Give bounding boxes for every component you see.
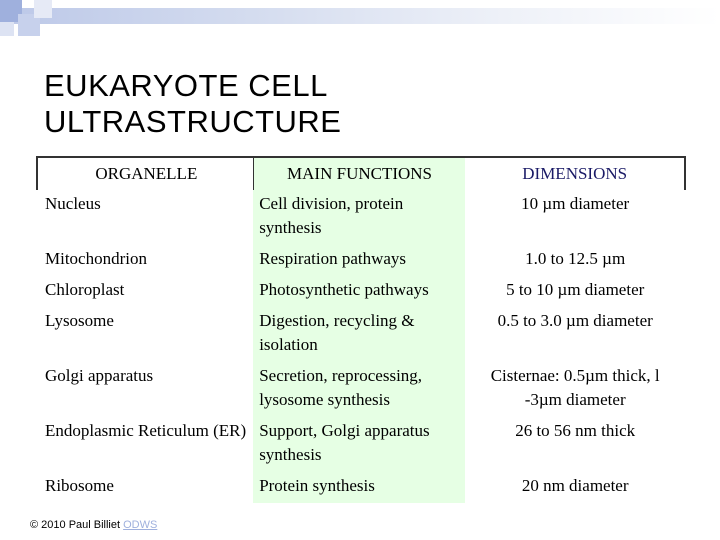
- function-cell: Cell division, protein synthesis: [253, 190, 465, 245]
- table-header-row: [37, 157, 685, 190]
- table-row: [37, 245, 685, 276]
- dimension-cell: 5 to 10 µm diameter: [506, 280, 645, 299]
- dimension-cell: 20 nm diameter: [521, 476, 629, 495]
- function-cell: Digestion, recycling & isolation: [253, 307, 465, 362]
- odws-link[interactable]: ODWS: [123, 519, 158, 531]
- table-row: [37, 472, 685, 503]
- table-row: [37, 307, 685, 362]
- table-row: [37, 276, 685, 307]
- organelle-cell: Nucleus: [45, 194, 101, 213]
- dimension-cell: 1.0 to 12.5 µm: [525, 249, 626, 268]
- slide-title-line1: EUKARYOTE CELL: [44, 68, 328, 103]
- decorative-square: [34, 0, 52, 18]
- organelle-cell: Ribosome: [45, 476, 114, 495]
- dimension-cell: Cisternae: 0.5µm thick, l -3µm diameter: [490, 366, 660, 409]
- dimension-cell: 10 µm diameter: [521, 194, 630, 213]
- header-main-functions: MAIN FUNCTIONS: [253, 157, 465, 190]
- table-row: [37, 190, 685, 245]
- slide-title-line2: ULTRASTRUCTURE: [44, 104, 342, 139]
- table-row: [37, 362, 685, 417]
- dimension-cell: 0.5 to 3.0 µm diameter: [497, 311, 653, 330]
- decorative-square: [0, 22, 14, 36]
- dimension-cell: 26 to 56 nm thick: [515, 421, 636, 440]
- footer-credit: [30, 519, 157, 531]
- organelle-cell: Chloroplast: [45, 280, 125, 299]
- organelle-cell: Endoplasmic Reticulum (ER): [45, 421, 247, 440]
- header-organelle: ORGANELLE: [37, 157, 253, 190]
- header-dimensions: DIMENSIONS: [465, 157, 685, 190]
- function-cell: Support, Golgi apparatus synthesis: [253, 417, 465, 472]
- organelle-table: [36, 156, 686, 503]
- function-cell: Photosynthetic pathways: [253, 276, 465, 307]
- decorative-top-bar: [0, 8, 720, 24]
- organelle-cell: Golgi apparatus: [45, 366, 154, 385]
- organelle-cell: Lysosome: [45, 311, 114, 330]
- function-cell: Secretion, reprocessing, lysosome synthesis: [253, 362, 465, 417]
- organelle-cell: Mitochondrion: [45, 249, 147, 268]
- function-cell: Protein synthesis: [253, 472, 465, 503]
- slide-title: [44, 68, 644, 140]
- copyright-text: © 2010 Paul Billiet: [30, 519, 121, 531]
- table-row: [37, 417, 685, 472]
- function-cell: Respiration pathways: [253, 245, 465, 276]
